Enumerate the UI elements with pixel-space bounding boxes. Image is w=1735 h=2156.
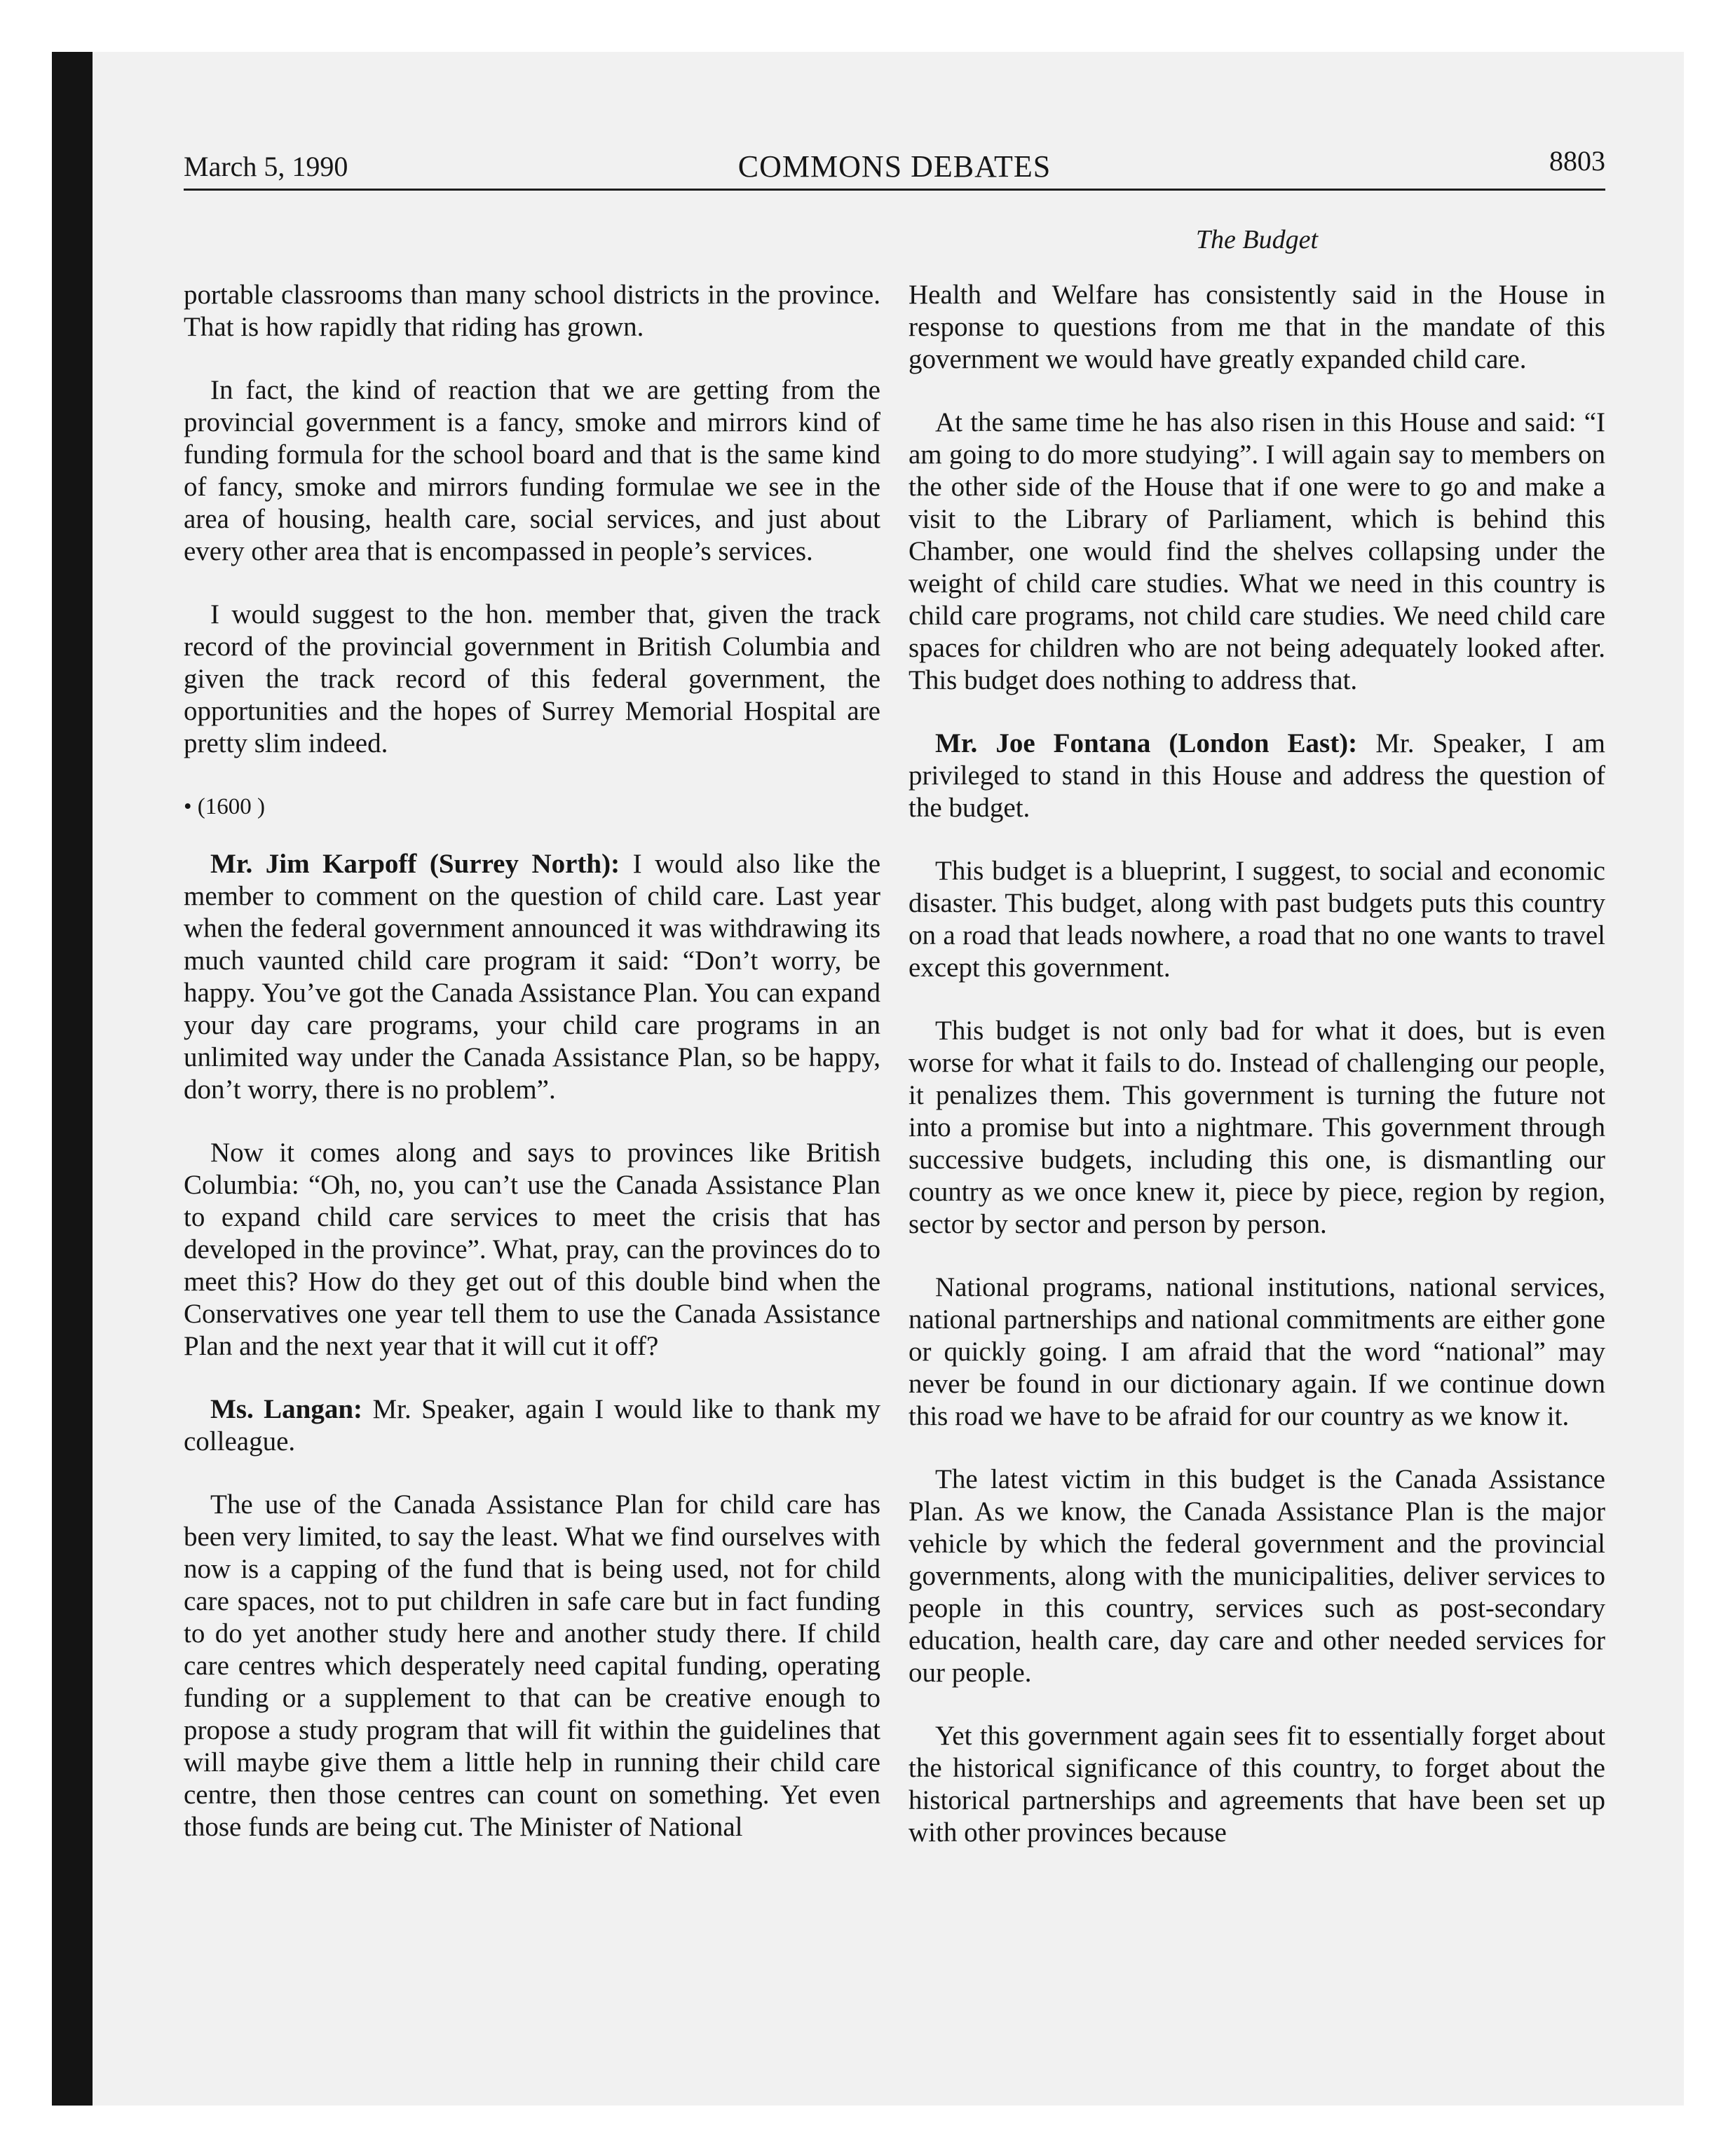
header-rule [184,189,1605,191]
scan-binding-edge [52,52,93,2106]
paragraph: I would suggest to the hon. member that, given the track record of the provincial government in British Columbia and given the track record of this federal government, the opportunities and the hopes of Surrey Memorial Hospital are pretty slim indeed. [184,599,880,758]
speech-text: Mr. Speaker, I am privileged to stand in this House and address the question of the budget. [909,728,1605,823]
time-marker: • (1600 ) [184,794,266,819]
speaker-name: Mr. Joe Fontana (London East): [935,728,1358,758]
paragraph: This budget is a blueprint, I suggest, to social and economic disaster. This budget, along with past budgets puts this country on a road that leads nowhere, a road that no one wants to travel except this government. [909,856,1605,983]
speaker-name: Mr. Jim Karpoff (Surrey North): [210,849,620,879]
speech-paragraph [184,1393,880,1458]
speaker-name: Ms. Langan: [210,1394,363,1424]
right-column [909,279,1605,1880]
header-page-number: 8803 [1549,145,1605,177]
paragraph: Now it comes along and says to provinces like British Columbia: “Oh, no, you can’t use the Canada Assistance Plan to expand child care services to meet the crisis that has developed in the province”. What, pray, can the provinces do to meet this? How do they get out of this double bind when the Conservatives one year tell them to use the Canada Assistance Plan and the next year that it will cut it off? [184,1138,880,1361]
paragraph: portable classrooms than many school districts in the province. That is how rapidly that riding has grown. [184,280,880,342]
paragraph: In fact, the kind of reaction that we are getting from the provincial government is a fancy, smoke and mirrors kind of funding formula for the school board and that is the same kind of fancy, smoke and mirrors funding formulae we see in the area of housing, health care, social services, and just about every other area that is encompassed in people’s services. [184,375,880,566]
paragraph: National programs, national institutions, national services, national partnerships and national commitments are either gone or quickly going. I am afraid that the word “national” may never be found in our dictionary again. If we continue down this road we have to be afraid for our country as we know it. [909,1272,1605,1431]
paragraph: The latest victim in this budget is the Canada Assistance Plan. As we know, the Canada Assistance Plan is the major vehicle by which the federal government and the provincial governments, along with the municipalities, deliver services to people in this country, services such as post-secondary education, health care, day care and other needed services for our people. [909,1464,1605,1688]
left-column [184,279,880,1874]
speech-text: Mr. Speaker, again I would like to thank my colleague. [184,1394,880,1456]
header-publication-title: COMMONS DEBATES [737,149,1052,184]
section-title: The Budget [1195,225,1319,254]
paragraph: The use of the Canada Assistance Plan for child care has been very limited, to say the least. What we find ourselves with now is a capping of the fund that is being used, not for child care spaces, not to put children in safe care but in fact funding to do yet another study here and another study there. If child care centres which desperately need capital funding, operating funding or a supplement to that can be creative enough to propose a study program that will fit within the guidelines that will maybe give them a little help in running their child care centre, then those centres can count on something. Yet even those funds are being cut. The Minister of National [184,1489,880,1842]
paragraph: This budget is not only bad for what it does, but is even worse for what it fails to do. Instead of challenging our people, it penalizes them. This government is turning the future not into a promise but into a nightmare. This government through successive budgets, including this one, is dismantling our country as we once knew it, piece by piece, region by region, sector by sector and person by person. [909,1016,1605,1239]
paragraph: Yet this government again sees fit to essentially forget about the historical significance of this country, to forget about the historical partnerships and agreements that have been set up with other provinces because [909,1721,1605,1848]
speech-text: I would also like the member to comment on the question of child care. Last year when the federal government announced it was withdrawing its much vaunted child care program it said: “Don’t worry, be happy. You’ve got the Canada Assistance Plan. You can expand your day care programs, your child care programs in an unlimited way under the Canada Assistance Plan, so be happy, don’t worry, there is no problem”. [184,849,881,1105]
running-header [184,144,1605,191]
speech-paragraph [184,848,880,1106]
speech-paragraph [909,728,1605,824]
paragraph: Health and Welfare has consistently said in the House in response to questions from me that in the mandate of this government we would have greatly expanded child care. [909,280,1605,374]
header-date: March 5, 1990 [184,151,348,182]
paragraph: At the same time he has also risen in this House and said: “I am going to do more studying”. I will again say to members on the other side of the House that if one were to go and make a visit to the Library of Parliament, which is behind this Chamber, one would find the shelves collapsing under the weight of child care studies. What we need in this country is child care programs, not child care studies. We need child care spaces for children who are not being adequately looked after. This budget does nothing to address that. [909,407,1605,695]
